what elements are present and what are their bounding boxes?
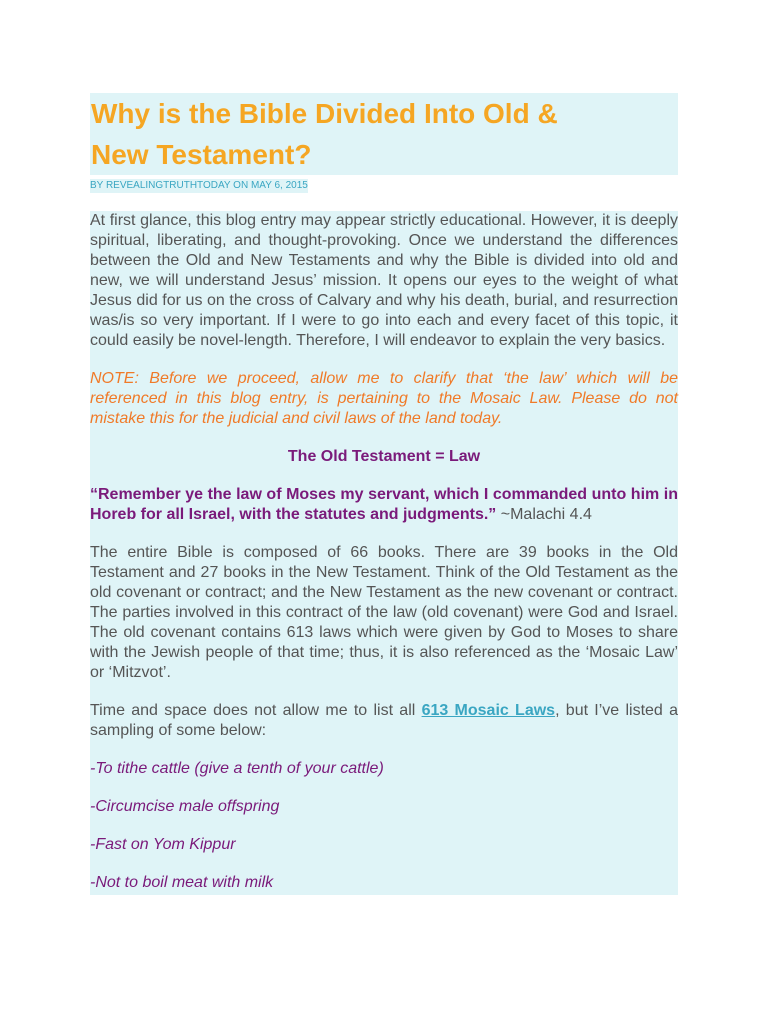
law-item-2: -Circumcise male offspring (90, 798, 280, 815)
bible-composition-paragraph: The entire Bible is composed of 66 books. There are 39 books in the Old Testament and 27 books in the New Testament. Think of the Old Testament as the old covenant or contract; and the New Testament as the new covenant or contract. The parties involved in this contract of the law (old covenant) were God and Israel. The old covenant contains 613 laws which were given by God to Moses to share with the Jewish people of that time; thus, it is also referenced as the ‘Mosaic Law’ or ‘Mitzvot’. (90, 544, 678, 681)
law-item-4: -Not to boil meat with milk (90, 874, 274, 891)
note-paragraph: NOTE: Before we proceed, allow me to clarify that ‘the law’ which will be referenced in this blog entry, is pertaining to the Mosaic Law. Please do not mistake this for the judicial and civil laws of the land today. (90, 370, 678, 427)
quote-text: “Remember ye the law of Moses my servant, which I commanded unto him in Horeb for all Israel, with the statutes and judgments.” (90, 486, 678, 523)
intro-paragraph: At first glance, this blog entry may appear strictly educational. However, it is deeply spiritual, liberating, and thought-provoking. Once we understand the differences between the Old and New Testaments and why the Bible is divided into old and new, we will understand Jesus’ mission. It opens our eyes to the weight of what Jesus did for us on the cross of Calvary and why his death, burial, and resurrection was/is so very important. If I were to go into each and every facet of this topic, it could easily be novel-length. Therefore, I will endeavor to explain the very basics. (90, 212, 678, 349)
sampling-paragraph (90, 701, 678, 741)
title-line-2: New Testament? (91, 139, 312, 170)
article-body (90, 211, 678, 895)
byline-bar (90, 175, 678, 193)
quote-reference: ~Malachi 4.4 (496, 506, 592, 523)
law-item-1: -To tithe cattle (give a tenth of your cattle) (90, 760, 384, 777)
sampling-text-after: , but I’ve listed a sampling of some below: (90, 702, 678, 739)
law-item-3: -Fast on Yom Kippur (90, 836, 236, 853)
byline: BY REVEALINGTRUTHTODAY ON MAY 6, 2015 (90, 180, 308, 191)
article (90, 93, 678, 895)
sampling-text-before: Time and space does not allow me to list all (90, 702, 422, 719)
title-block (90, 93, 678, 175)
article-title (90, 93, 678, 175)
section-heading: The Old Testament = Law (287, 448, 481, 465)
mosaic-laws-link[interactable]: 613 Mosaic Laws (421, 702, 556, 719)
scripture-quote (90, 485, 678, 525)
title-line-1: Why is the Bible Divided Into Old & (91, 98, 558, 129)
